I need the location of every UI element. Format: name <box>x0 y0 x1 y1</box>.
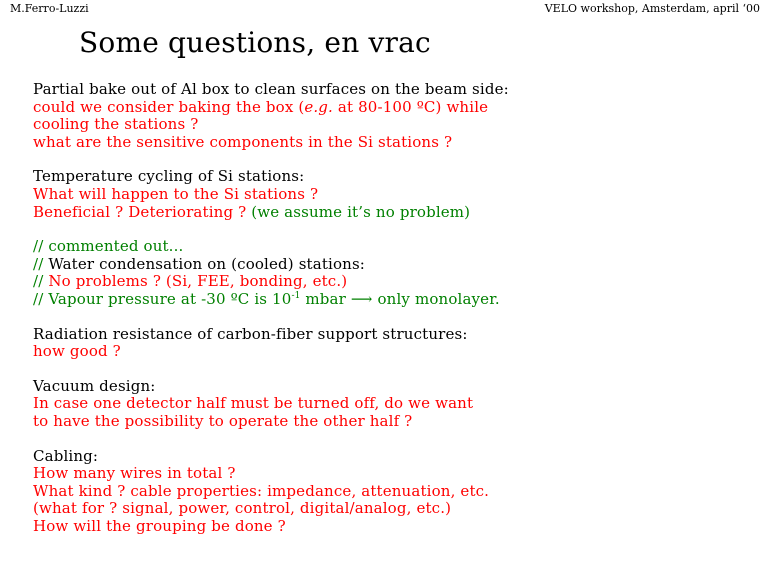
radiation-section <box>33 326 763 361</box>
temperature-question-2 <box>33 204 763 222</box>
commented-line-3 <box>33 273 763 291</box>
cabling-heading: Cabling: <box>33 446 99 465</box>
slide-body <box>33 81 763 552</box>
bake-q1-eg: e.g. <box>304 97 333 116</box>
temperature-section <box>33 168 763 221</box>
bake-out-question-1-cont: cooling the stations ? <box>33 115 199 134</box>
author-header: M.Ferro-Luzzi <box>10 2 89 15</box>
cabling-question-3: (what for ? signal, power, control, digital/analog, etc.) <box>33 499 452 518</box>
condensation-question: No problems ? (Si, FEE, bonding, etc.) <box>48 272 348 291</box>
right-arrow-icon: ⟶ <box>350 289 373 308</box>
temperature-q2-text: Beneficial ? Deteriorating ? <box>33 202 247 221</box>
temperature-q2-note: (we assume it’s no problem) <box>246 202 471 221</box>
condensation-heading: Water condensation on (cooled) stations: <box>48 254 365 273</box>
vacuum-heading: Vacuum design: <box>33 376 156 395</box>
bake-q1-pre: could we consider baking the box ( <box>33 97 305 116</box>
comment-prefix-3: // <box>33 272 49 291</box>
bake-out-heading: Partial bake out of Al box to clean surfaces on the beam side: <box>33 80 509 98</box>
vapour-text-c: only monolayer. <box>372 289 500 308</box>
commented-line-1: // commented out... <box>33 237 184 256</box>
bake-out-section <box>33 81 763 151</box>
cabling-question-1: How many wires in total ? <box>33 464 236 483</box>
vacuum-question-2: to have the possibility to operate the other half ? <box>33 411 413 430</box>
bake-out-question-2: what are the sensitive components in the Si stations ? <box>33 132 453 151</box>
cabling-section <box>33 448 763 536</box>
cabling-question-4: How will the grouping be done ? <box>33 516 286 535</box>
vapour-text-a: // Vapour pressure at -30 ºC is 10 <box>33 289 292 308</box>
bake-q1-post: at 80-100 ºC) while <box>332 97 489 116</box>
event-header: VELO workshop, Amsterdam, april ‘00 <box>544 2 760 15</box>
temperature-heading: Temperature cycling of Si stations: <box>33 167 305 186</box>
vacuum-question-1: In case one detector half must be turned off, do we want <box>33 394 474 413</box>
bake-out-question-1 <box>33 99 763 117</box>
commented-line-2 <box>33 256 763 274</box>
radiation-heading: Radiation resistance of carbon-fiber support structures: <box>33 324 468 343</box>
temperature-question-1: What will happen to the Si stations ? <box>33 184 319 203</box>
vapour-exponent: -1 <box>291 290 301 301</box>
comment-prefix-2: // <box>33 254 49 273</box>
page-title: Some questions, en vrac <box>79 26 431 59</box>
cabling-question-2: What kind ? cable properties: impedance, attenuation, etc. <box>33 481 490 500</box>
vacuum-section <box>33 378 763 431</box>
commented-section <box>33 238 763 308</box>
commented-line-4 <box>33 291 763 309</box>
vapour-text-b: mbar <box>300 289 351 308</box>
radiation-question: how good ? <box>33 342 121 361</box>
